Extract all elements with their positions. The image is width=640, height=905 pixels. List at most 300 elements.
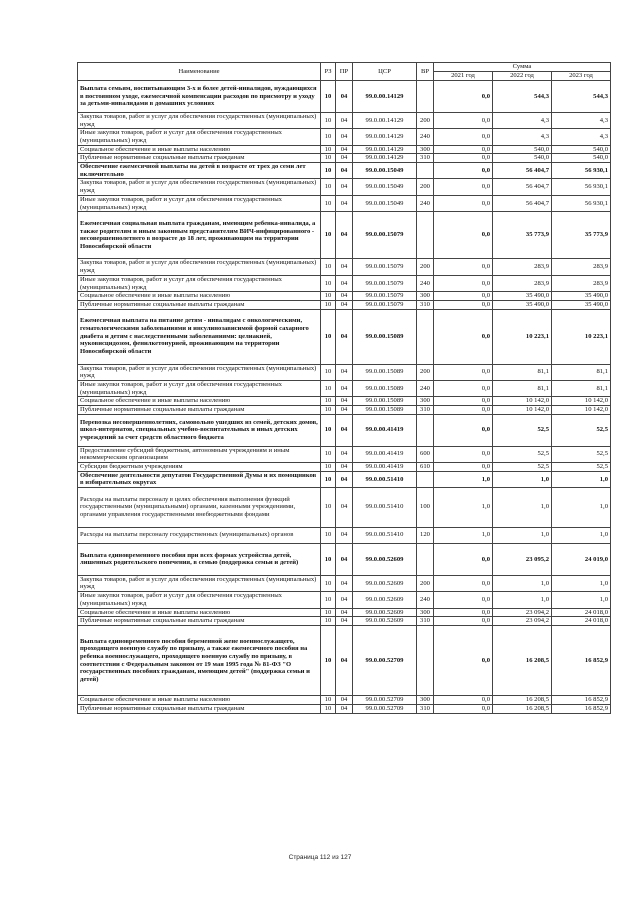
row-rz: 10 [321,462,336,471]
row-name: Публичные нормативные социальные выплаты гражданам [78,406,321,415]
table-row [78,380,611,396]
row-vr: 600 [417,446,434,462]
row-amount-2021: 0,0 [434,129,493,145]
row-pr: 04 [336,309,353,364]
table-row [78,179,611,195]
row-amount-2022: 56 404,7 [493,195,552,211]
table-row [78,617,611,626]
row-amount-2023: 16 852,9 [552,704,611,713]
row-amount-2022: 10 142,0 [493,397,552,406]
row-amount-2023: 16 852,9 [552,625,611,695]
row-name: Ежемесячная выплата на питание детям - инвалидам с онкологическими, гематологическими заболеваниями и инсулинозависимой формой сахарного диабета и детям с наследственными заболеваниями: целиакией, муковисцидозом, фенилкетонурией, проживающим на территории Новосибирской области [78,309,321,364]
row-amount-2023: 81,1 [552,364,611,380]
row-vr: 240 [417,129,434,145]
row-rz: 10 [321,364,336,380]
row-pr: 04 [336,81,353,113]
row-amount-2023: 4,3 [552,112,611,128]
row-vr: 300 [417,397,434,406]
row-amount-2023: 540,0 [552,154,611,163]
row-amount-2021: 1,0 [434,471,493,487]
header-csr: ЦСР [353,63,417,81]
row-amount-2021: 0,0 [434,704,493,713]
row-rz: 10 [321,259,336,275]
table-row [78,212,611,259]
row-rz: 10 [321,397,336,406]
table-row [78,488,611,528]
row-amount-2022: 1,0 [493,592,552,608]
row-amount-2021: 0,0 [434,625,493,695]
row-vr: 610 [417,462,434,471]
row-csr: 99.0.00.15089 [353,380,417,396]
row-csr: 99.0.00.15089 [353,397,417,406]
row-pr: 04 [336,696,353,705]
row-amount-2022: 16 208,5 [493,696,552,705]
row-name: Перевозка несовершеннолетних, самовольно ушедших из семей, детских домов, школ-интернатов, специальных учебно-воспитательных и иных детских учреждений за счет средств областного бюджета [78,414,321,446]
row-amount-2023: 1,0 [552,575,611,591]
table-row [78,300,611,309]
row-amount-2023: 1,0 [552,471,611,487]
row-amount-2021: 0,0 [434,292,493,301]
row-csr: 99.0.00.41419 [353,462,417,471]
row-amount-2021: 0,0 [434,300,493,309]
header-vr: ВР [417,63,434,81]
row-rz: 10 [321,575,336,591]
row-vr: 240 [417,275,434,291]
row-amount-2023: 52,5 [552,462,611,471]
table-row [78,154,611,163]
row-amount-2023: 10 142,0 [552,406,611,415]
header-year-2021: 2021 год [434,72,493,81]
row-vr: 310 [417,617,434,626]
row-amount-2021: 1,0 [434,488,493,528]
row-pr: 04 [336,112,353,128]
row-vr [417,543,434,575]
row-amount-2023: 4,3 [552,129,611,145]
row-name: Предоставление субсидий бюджетным, автономным учреждениям и иным некоммерческим организациям [78,446,321,462]
row-pr: 04 [336,527,353,543]
row-csr: 99.0.00.15079 [353,275,417,291]
row-csr: 99.0.00.15089 [353,364,417,380]
row-vr: 200 [417,259,434,275]
row-csr: 99.0.00.51410 [353,471,417,487]
row-amount-2022: 56 404,7 [493,179,552,195]
table-row [78,625,611,695]
row-name: Выплата единовременного пособия при всех формах устройства детей, лишенных родительского попечения, в семью (поддержка семьи и детей) [78,543,321,575]
row-pr: 04 [336,195,353,211]
table-row [78,543,611,575]
row-amount-2022: 1,0 [493,488,552,528]
row-amount-2022: 540,0 [493,145,552,154]
row-name: Закупка товаров, работ и услуг для обеспечения государственных (муниципальных) нужд [78,259,321,275]
row-pr: 04 [336,154,353,163]
row-amount-2023: 283,9 [552,259,611,275]
row-amount-2023: 35 490,0 [552,292,611,301]
row-rz: 10 [321,406,336,415]
row-pr: 04 [336,471,353,487]
row-amount-2021: 0,0 [434,309,493,364]
table-row [78,704,611,713]
row-vr: 240 [417,592,434,608]
row-amount-2021: 0,0 [434,617,493,626]
row-amount-2022: 544,3 [493,81,552,113]
row-name: Социальное обеспечение и иные выплаты населению [78,292,321,301]
budget-table-container [77,62,610,714]
row-pr: 04 [336,397,353,406]
row-csr: 99.0.00.52609 [353,575,417,591]
row-pr: 04 [336,625,353,695]
row-amount-2023: 24 018,0 [552,617,611,626]
row-name: Иные закупки товаров, работ и услуг для обеспечения государственных (муниципальных) нужд [78,592,321,608]
row-amount-2022: 56 404,7 [493,163,552,179]
row-amount-2023: 1,0 [552,527,611,543]
row-csr: 99.0.00.15089 [353,309,417,364]
row-amount-2023: 24 018,0 [552,608,611,617]
row-csr: 99.0.00.52609 [353,592,417,608]
row-csr: 99.0.00.41419 [353,414,417,446]
row-vr [417,414,434,446]
row-rz: 10 [321,163,336,179]
row-amount-2022: 16 208,5 [493,625,552,695]
row-rz: 10 [321,309,336,364]
row-pr: 04 [336,462,353,471]
row-vr [417,625,434,695]
row-amount-2022: 81,1 [493,364,552,380]
row-name: Обеспечение ежемесячной выплаты на детей в возрасте от трех до семи лет включительно [78,163,321,179]
row-amount-2021: 0,0 [434,592,493,608]
row-rz: 10 [321,380,336,396]
row-amount-2022: 16 208,5 [493,704,552,713]
row-vr: 300 [417,145,434,154]
table-row [78,309,611,364]
row-amount-2022: 283,9 [493,259,552,275]
row-amount-2021: 0,0 [434,179,493,195]
row-name: Выплата единовременного пособия беременной жене военнослужащего, проходящего военную службу по призыву, а также ежемесячного пособия на ребенка военнослужащего, проходящего военную службу по призыву, в соответствии с Федеральным законом от 19 мая 1995 года № 81-ФЗ "О государственных пособиях гражданам, имеющим детей" (поддержка семьи и детей) [78,625,321,695]
row-vr: 120 [417,527,434,543]
row-name: Публичные нормативные социальные выплаты гражданам [78,617,321,626]
table-row [78,446,611,462]
row-amount-2022: 52,5 [493,462,552,471]
row-csr: 99.0.00.41419 [353,446,417,462]
table-row [78,414,611,446]
table-body [78,81,611,714]
row-vr: 310 [417,300,434,309]
row-amount-2023: 1,0 [552,592,611,608]
row-amount-2023: 52,5 [552,446,611,462]
row-vr: 100 [417,488,434,528]
row-vr: 300 [417,696,434,705]
row-vr: 200 [417,112,434,128]
row-csr: 99.0.00.15079 [353,292,417,301]
row-name: Субсидии бюджетным учреждениям [78,462,321,471]
row-rz: 10 [321,488,336,528]
row-pr: 04 [336,575,353,591]
row-amount-2022: 35 490,0 [493,292,552,301]
row-name: Закупка товаров, работ и услуг для обеспечения государственных (муниципальных) нужд [78,364,321,380]
row-csr: 99.0.00.15079 [353,259,417,275]
table-row [78,195,611,211]
table-row [78,608,611,617]
row-pr: 04 [336,212,353,259]
row-vr [417,81,434,113]
row-amount-2021: 0,0 [434,364,493,380]
row-vr: 300 [417,608,434,617]
row-amount-2021: 0,0 [434,212,493,259]
row-amount-2022: 23 094,2 [493,608,552,617]
table-row [78,163,611,179]
row-name: Закупка товаров, работ и услуг для обеспечения государственных (муниципальных) нужд [78,575,321,591]
row-pr: 04 [336,488,353,528]
row-rz: 10 [321,112,336,128]
row-csr: 99.0.00.15079 [353,300,417,309]
row-amount-2023: 56 930,1 [552,163,611,179]
row-vr: 300 [417,292,434,301]
row-name: Социальное обеспечение и иные выплаты населению [78,397,321,406]
row-amount-2023: 52,5 [552,414,611,446]
row-amount-2023: 56 930,1 [552,195,611,211]
row-amount-2022: 1,0 [493,471,552,487]
row-amount-2022: 4,3 [493,112,552,128]
row-amount-2022: 81,1 [493,380,552,396]
budget-table [77,62,611,714]
row-amount-2023: 81,1 [552,380,611,396]
row-amount-2021: 0,0 [434,275,493,291]
row-amount-2023: 24 019,0 [552,543,611,575]
row-csr: 99.0.00.51410 [353,527,417,543]
row-pr: 04 [336,592,353,608]
row-amount-2022: 10 223,1 [493,309,552,364]
header-rz: РЗ [321,63,336,81]
table-row [78,527,611,543]
row-amount-2022: 10 142,0 [493,406,552,415]
page-number: Страница 112 из 127 [288,854,352,861]
row-rz: 10 [321,179,336,195]
row-csr: 99.0.00.14129 [353,154,417,163]
row-amount-2022: 52,5 [493,446,552,462]
table-row [78,471,611,487]
row-rz: 10 [321,414,336,446]
row-rz: 10 [321,527,336,543]
row-rz: 10 [321,543,336,575]
row-pr: 04 [336,446,353,462]
row-name: Социальное обеспечение и иные выплаты населению [78,608,321,617]
row-pr: 04 [336,617,353,626]
row-amount-2023: 544,3 [552,81,611,113]
row-amount-2021: 0,0 [434,163,493,179]
row-csr: 99.0.00.15049 [353,163,417,179]
row-name: Публичные нормативные социальные выплаты гражданам [78,300,321,309]
row-name: Ежемесячная социальная выплата гражданам, имеющим ребенка-инвалида, а также родителям и иным законным представителям ВИЧ-инфицированного - несовершеннолетнего в возрасте до 18 лет, проживающим на территории Новосибирской области [78,212,321,259]
row-vr: 200 [417,575,434,591]
row-amount-2023: 1,0 [552,488,611,528]
row-amount-2023: 35 773,9 [552,212,611,259]
row-rz: 10 [321,195,336,211]
row-amount-2021: 0,0 [434,145,493,154]
table-row [78,575,611,591]
row-csr: 99.0.00.52709 [353,625,417,695]
row-vr: 310 [417,406,434,415]
row-csr: 99.0.00.15079 [353,212,417,259]
row-amount-2021: 0,0 [434,406,493,415]
row-rz: 10 [321,129,336,145]
row-amount-2022: 52,5 [493,414,552,446]
row-name: Иные закупки товаров, работ и услуг для обеспечения государственных (муниципальных) нужд [78,380,321,396]
table-row [78,259,611,275]
row-pr: 04 [336,145,353,154]
row-name: Иные закупки товаров, работ и услуг для обеспечения государственных (муниципальных) нужд [78,195,321,211]
row-name: Социальное обеспечение и иные выплаты населению [78,145,321,154]
row-name: Иные закупки товаров, работ и услуг для обеспечения государственных (муниципальных) нужд [78,275,321,291]
row-csr: 99.0.00.52709 [353,696,417,705]
row-rz: 10 [321,81,336,113]
row-pr: 04 [336,292,353,301]
row-amount-2022: 23 095,2 [493,543,552,575]
row-rz: 10 [321,292,336,301]
row-amount-2021: 0,0 [434,608,493,617]
row-amount-2023: 10 223,1 [552,309,611,364]
row-csr: 99.0.00.14129 [353,129,417,145]
row-amount-2021: 0,0 [434,446,493,462]
row-rz: 10 [321,212,336,259]
row-amount-2023: 540,0 [552,145,611,154]
row-csr: 99.0.00.14129 [353,81,417,113]
table-row [78,397,611,406]
header-sum: Сумма [434,63,611,72]
row-amount-2023: 16 852,9 [552,696,611,705]
row-vr [417,309,434,364]
row-rz: 10 [321,154,336,163]
row-rz: 10 [321,446,336,462]
row-amount-2022: 23 094,2 [493,617,552,626]
row-pr: 04 [336,275,353,291]
row-pr: 04 [336,380,353,396]
row-amount-2022: 35 773,9 [493,212,552,259]
row-amount-2021: 0,0 [434,543,493,575]
row-name: Расходы на выплаты персоналу в целях обеспечения выполнения функций государственными (муниципальными) органами, казенными учреждениями, органами управления государственными внебюджетными фондами [78,488,321,528]
row-name: Выплата семьям, воспитывающим 3-х и более детей-инвалидов, нуждающихся в постоянном уходе, ежемесячной компенсации расходов по присмотру и уходу за детьми-инвалидами в домашних условиях [78,81,321,113]
table-row [78,129,611,145]
row-pr: 04 [336,608,353,617]
row-pr: 04 [336,129,353,145]
table-row [78,462,611,471]
row-amount-2023: 56 930,1 [552,179,611,195]
table-row [78,292,611,301]
table-row [78,364,611,380]
row-vr: 200 [417,364,434,380]
table-row [78,81,611,113]
row-name: Социальное обеспечение и иные выплаты населению [78,696,321,705]
row-amount-2021: 0,0 [434,112,493,128]
row-pr: 04 [336,364,353,380]
row-name: Публичные нормативные социальные выплаты гражданам [78,704,321,713]
row-amount-2021: 1,0 [434,527,493,543]
row-pr: 04 [336,179,353,195]
row-rz: 10 [321,696,336,705]
row-rz: 10 [321,300,336,309]
row-amount-2023: 10 142,0 [552,397,611,406]
row-rz: 10 [321,471,336,487]
row-csr: 99.0.00.15049 [353,179,417,195]
row-csr: 99.0.00.14129 [353,112,417,128]
row-rz: 10 [321,625,336,695]
row-amount-2021: 0,0 [434,414,493,446]
row-csr: 99.0.00.51410 [353,488,417,528]
row-amount-2021: 0,0 [434,81,493,113]
row-amount-2022: 1,0 [493,575,552,591]
row-pr: 04 [336,406,353,415]
row-amount-2023: 283,9 [552,275,611,291]
row-pr: 04 [336,163,353,179]
table-row [78,112,611,128]
row-rz: 10 [321,617,336,626]
table-row [78,406,611,415]
row-csr: 99.0.00.52609 [353,608,417,617]
row-pr: 04 [336,414,353,446]
row-amount-2021: 0,0 [434,575,493,591]
row-rz: 10 [321,145,336,154]
row-amount-2021: 0,0 [434,380,493,396]
row-vr: 200 [417,179,434,195]
row-name: Публичные нормативные социальные выплаты гражданам [78,154,321,163]
header-year-2022: 2022 год [493,72,552,81]
row-rz: 10 [321,275,336,291]
row-name: Закупка товаров, работ и услуг для обеспечения государственных (муниципальных) нужд [78,112,321,128]
row-amount-2022: 540,0 [493,154,552,163]
table-row [78,275,611,291]
row-amount-2022: 4,3 [493,129,552,145]
table-row [78,145,611,154]
row-name: Закупка товаров, работ и услуг для обеспечения государственных (муниципальных) нужд [78,179,321,195]
row-pr: 04 [336,704,353,713]
row-amount-2021: 0,0 [434,195,493,211]
row-pr: 04 [336,300,353,309]
row-csr: 99.0.00.52609 [353,543,417,575]
row-amount-2021: 0,0 [434,696,493,705]
row-amount-2021: 0,0 [434,462,493,471]
row-pr: 04 [336,543,353,575]
row-amount-2021: 0,0 [434,397,493,406]
row-vr: 310 [417,154,434,163]
row-amount-2021: 0,0 [434,154,493,163]
row-vr [417,471,434,487]
row-pr: 04 [336,259,353,275]
row-amount-2022: 35 490,0 [493,300,552,309]
row-vr: 240 [417,380,434,396]
row-rz: 10 [321,608,336,617]
row-amount-2023: 35 490,0 [552,300,611,309]
row-csr: 99.0.00.15089 [353,406,417,415]
row-vr [417,163,434,179]
row-name: Расходы на выплаты персоналу государственных (муниципальных) органов [78,527,321,543]
header-pr: ПР [336,63,353,81]
row-amount-2021: 0,0 [434,259,493,275]
row-vr: 240 [417,195,434,211]
row-amount-2022: 283,9 [493,275,552,291]
table-row [78,592,611,608]
row-rz: 10 [321,704,336,713]
row-amount-2022: 1,0 [493,527,552,543]
header-name: Наименование [78,63,321,81]
row-csr: 99.0.00.15049 [353,195,417,211]
row-vr [417,212,434,259]
row-csr: 99.0.00.52609 [353,617,417,626]
row-name: Обеспечение деятельности депутатов Государственной Думы и их помощников в избирательных округах [78,471,321,487]
header-year-2023: 2023 год [552,72,611,81]
row-name: Иные закупки товаров, работ и услуг для обеспечения государственных (муниципальных) нужд [78,129,321,145]
row-csr: 99.0.00.14129 [353,145,417,154]
row-rz: 10 [321,592,336,608]
table-row [78,696,611,705]
row-vr: 310 [417,704,434,713]
